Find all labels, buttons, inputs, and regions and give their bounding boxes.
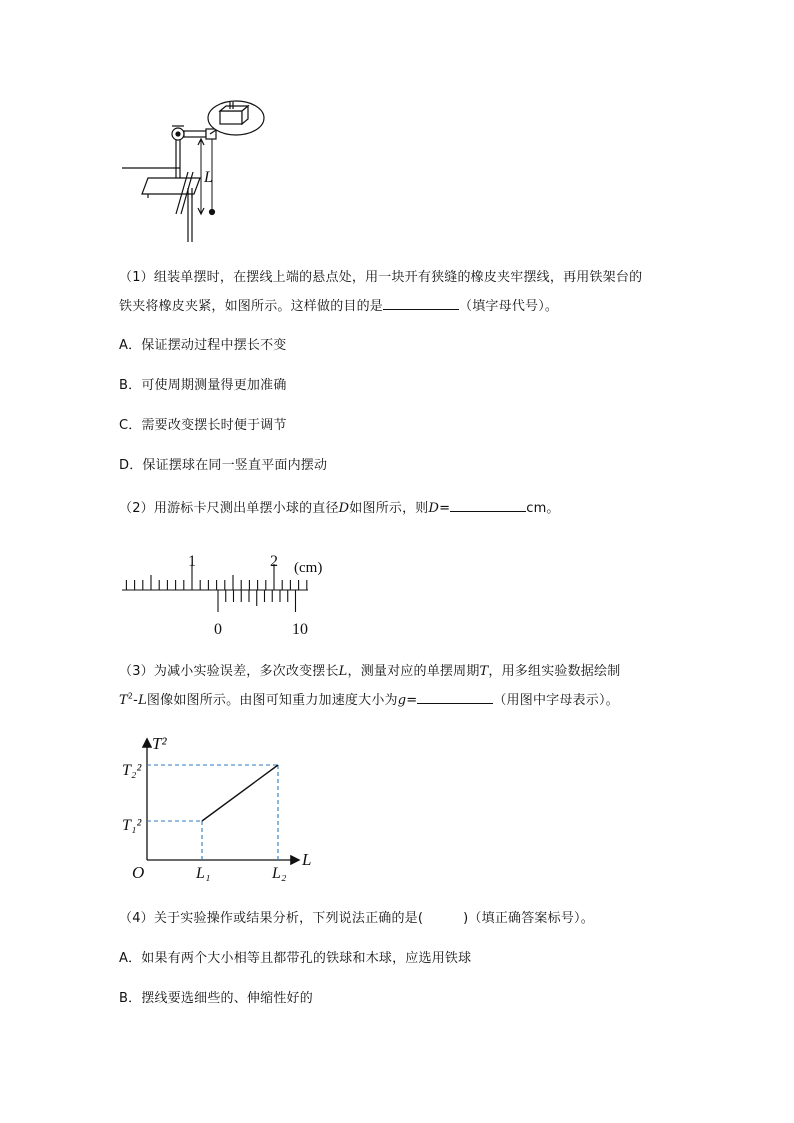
t2-l-graph xyxy=(118,730,328,888)
q2-equals: = xyxy=(439,501,451,516)
q1-option-d: D．保证摆球在同一竖直平面内摆动 xyxy=(119,458,328,473)
q4-option-b: B．摆线要选细些的、伸缩性好的 xyxy=(119,991,313,1006)
q3-line2-text: 图像如图所示。由图可知重力加速度大小为 xyxy=(146,693,398,708)
pendulum-apparatus-figure xyxy=(118,96,278,246)
vernier-caliper-figure xyxy=(118,546,348,642)
q1-line2 xyxy=(119,296,558,316)
q1-answer-blank[interactable] xyxy=(383,296,459,310)
q2-var-d2: D xyxy=(428,501,440,516)
q1-option-b: B．可使周期测量得更加准确 xyxy=(119,378,287,393)
q4-line1-before: （4）关于实验操作或结果分析，下列说法正确的是( xyxy=(119,911,424,926)
x-tick-l2: L₂ xyxy=(272,865,287,882)
q3-line2-l: L xyxy=(138,693,147,708)
x-tick-l1: L₁ xyxy=(196,865,211,882)
q1-line2-before: 铁夹将橡皮夹紧，如图所示。这样做的目的是 xyxy=(119,299,384,314)
q3-line2-eq: = xyxy=(406,693,418,708)
q3-answer-blank[interactable] xyxy=(417,690,493,704)
y-axis-label: T² xyxy=(152,734,167,753)
q3-line1-mid: ，测量对应的单摆周期 xyxy=(347,664,480,679)
q1-option-c: C．需要改变摆长时便于调节 xyxy=(119,418,287,433)
vernier-label-10: 10 xyxy=(292,621,308,638)
q3-line2-after: （用图中字母表示）。 xyxy=(493,693,619,708)
q3-line1 xyxy=(119,663,620,681)
main-scale-label-2: 2 xyxy=(270,553,278,570)
q3-line2 xyxy=(119,690,619,710)
q2-text-before: （2）用游标卡尺测出单摆小球的直径 xyxy=(119,501,339,516)
data-series-line xyxy=(202,765,278,821)
q2-line xyxy=(119,498,560,518)
q3-line2-exp: 2 xyxy=(127,691,134,701)
caliper-unit-label: (cm) xyxy=(294,560,323,576)
q3-var-l: L xyxy=(338,664,348,679)
x-axis-label: L xyxy=(302,850,312,869)
q4-answer-blank[interactable] xyxy=(423,909,463,922)
q1-line2-after: （填字母代号）。 xyxy=(459,299,559,314)
q3-line2-dash: - xyxy=(133,693,139,708)
origin-label: O xyxy=(132,863,145,882)
vernier-label-0: 0 xyxy=(214,621,222,638)
length-label: L xyxy=(204,169,213,186)
q3-var-g: g xyxy=(397,693,407,708)
q3-line2-t: T xyxy=(119,693,128,708)
q1-line1: （1）组装单摆时，在摆线上端的悬点处，用一块开有狭缝的橡皮夹牢摆线，再用铁架台的 xyxy=(119,270,643,285)
q4-line1 xyxy=(119,909,594,928)
q1-option-a: A．保证摆动过程中摆长不变 xyxy=(119,338,287,353)
q3-line1-before: （3）为减小实验误差，多次改变摆长 xyxy=(119,664,339,679)
y-tick-t1: T₁² xyxy=(122,817,142,834)
q2-text-mid: 如图所示，则 xyxy=(349,501,429,516)
y-tick-t2: T₂² xyxy=(122,762,142,779)
q4-line1-after: )（填正确答案标号）。 xyxy=(463,911,594,926)
q2-answer-blank[interactable] xyxy=(450,498,526,512)
q3-line1-after: ，用多组实验数据绘制 xyxy=(488,664,621,679)
main-scale-label-1: 1 xyxy=(188,553,196,570)
q2-var-d: D xyxy=(338,501,350,516)
q4-option-a: A．如果有两个大小相等且都带孔的铁球和木球，应选用铁球 xyxy=(119,951,472,966)
q2-unit: cm。 xyxy=(526,501,560,516)
q3-var-t: T xyxy=(479,664,489,679)
